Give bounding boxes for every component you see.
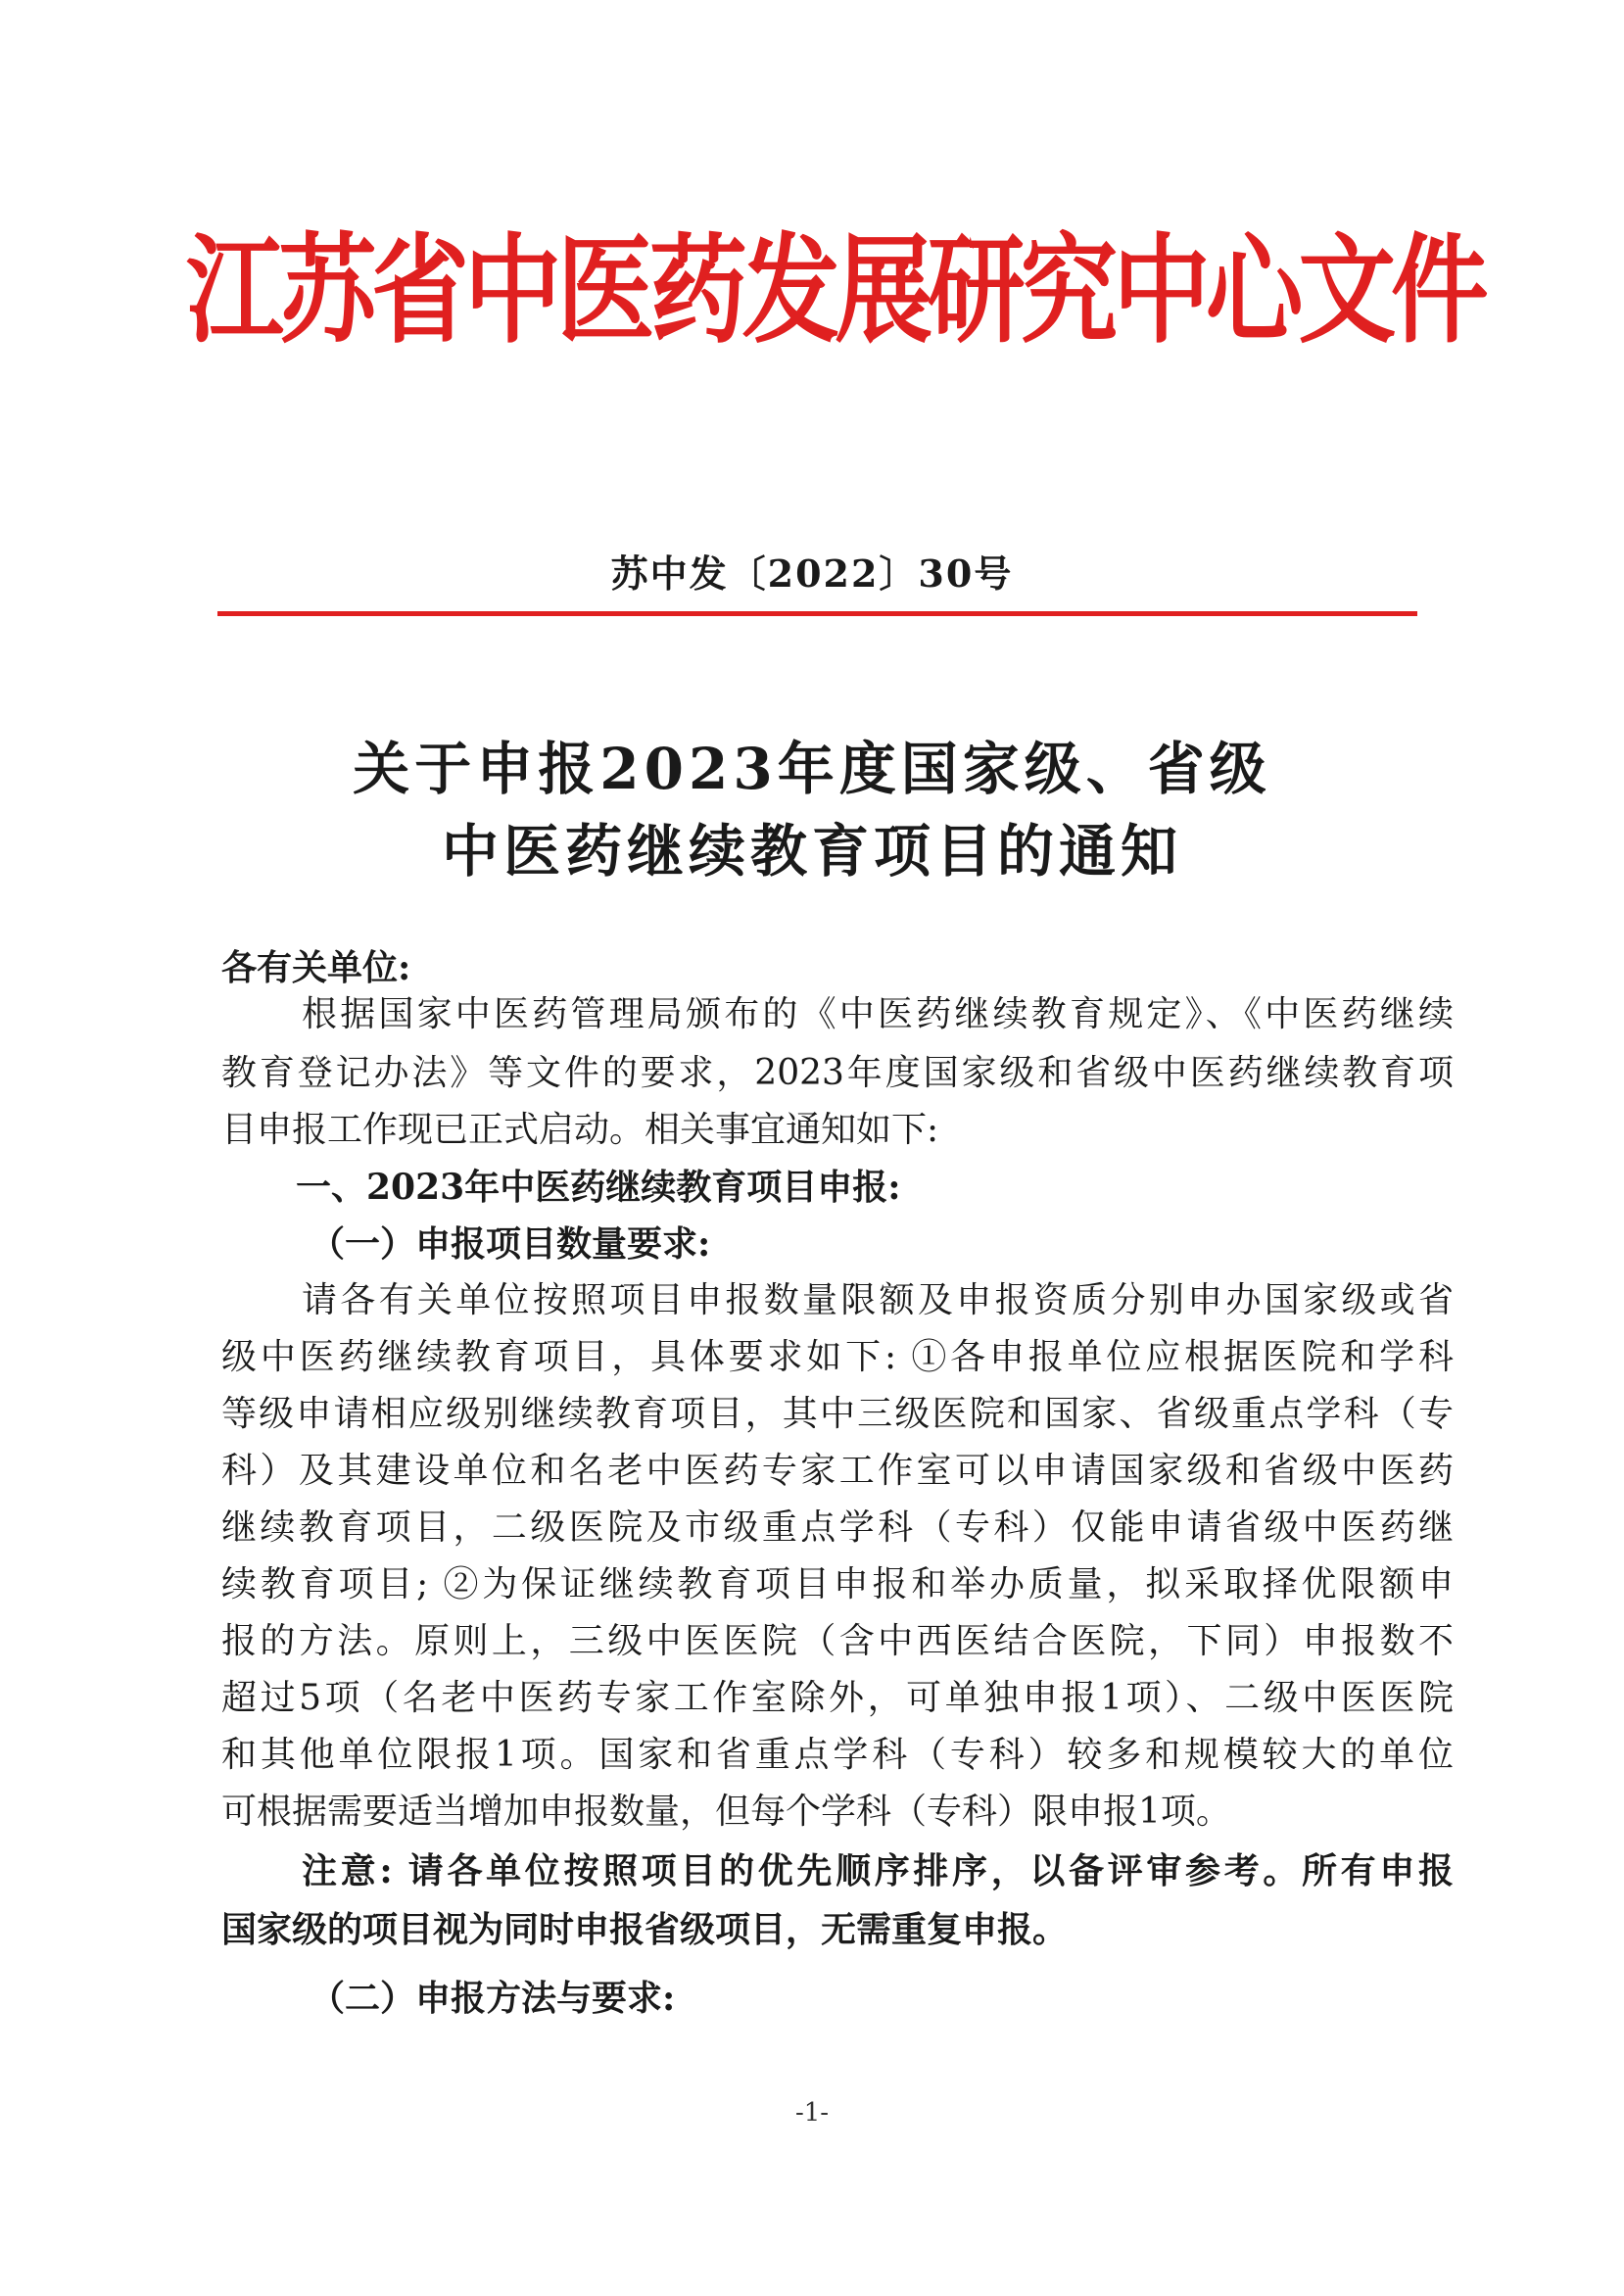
paragraph-1-line-2: 教育登记办法》等文件的要求，2023年度国家级和省级中医药继续教育项 bbox=[221, 1053, 1454, 1093]
document-number: 苏中发〔2022〕30号 bbox=[610, 551, 1014, 596]
paragraph-2-line-10: 可根据需要适当增加申报数量，但每个学科（专科）限申报1项。 bbox=[221, 1792, 1231, 1832]
note-line-2: 国家级的项目视为同时申报省级项目，无需重复申报。 bbox=[221, 1909, 1069, 1950]
letterhead-title: 江苏省中医药发展研究中心文件 bbox=[186, 223, 1484, 359]
notice-title-line-2: 中医药继续教育项目的通知 bbox=[441, 818, 1182, 885]
paragraph-2-line-7: 报的方法。原则上，三级中医医院（含中西医结合医院，下同）申报数不 bbox=[221, 1621, 1454, 1661]
section-heading-1: 一、2023年中医药继续教育项目申报: bbox=[296, 1167, 901, 1208]
paragraph-2-line-4: 科）及其建设单位和名老中医药专家工作室可以申请国家级和省级中医药 bbox=[221, 1451, 1454, 1491]
paragraph-1-line-3: 目申报工作现已正式启动。相关事宜通知如下: bbox=[221, 1110, 939, 1150]
paragraph-2-line-1: 请各有关单位按照项目申报数量限额及申报资质分别申办国家级或省 bbox=[302, 1280, 1454, 1320]
paragraph-2-line-2: 级中医药继续教育项目，具体要求如下: ①各申报单位应根据医院和学科 bbox=[221, 1337, 1454, 1377]
paragraph-2-line-3: 等级申请相应级别继续教育项目，其中三级医院和国家、省级重点学科（专 bbox=[221, 1394, 1454, 1434]
red-divider-line bbox=[217, 611, 1417, 616]
notice-title-line-1: 关于申报2023年度国家级、省级 bbox=[353, 736, 1271, 802]
paragraph-1-line-1: 根据国家中医药管理局颁布的《中医药继续教育规定》、《中医药继续 bbox=[302, 994, 1454, 1034]
note-line-1: 注意: 请各单位按照项目的优先顺序排序，以备评审参考。所有申报 bbox=[302, 1850, 1454, 1891]
paragraph-2-line-9: 和其他单位限报1项。国家和省重点学科（专科）较多和规模较大的单位 bbox=[221, 1735, 1454, 1775]
salutation: 各有关单位: bbox=[221, 947, 411, 988]
page-number: -1- bbox=[794, 2098, 830, 2128]
paragraph-2-line-5: 继续教育项目，二级医院及市级重点学科（专科）仅能申请省级中医药继 bbox=[221, 1507, 1454, 1548]
subsection-heading-2: （二）申报方法与要求: bbox=[310, 1978, 676, 2019]
paragraph-2-line-8: 超过5项（名老中医药专家工作室除外，可单独申报1项）、二级中医医院 bbox=[221, 1678, 1454, 1718]
paragraph-2-line-6: 续教育项目; ②为保证继续教育项目申报和举办质量，拟采取择优限额申 bbox=[221, 1564, 1454, 1604]
subsection-heading-1: （一）申报项目数量要求: bbox=[310, 1223, 711, 1265]
